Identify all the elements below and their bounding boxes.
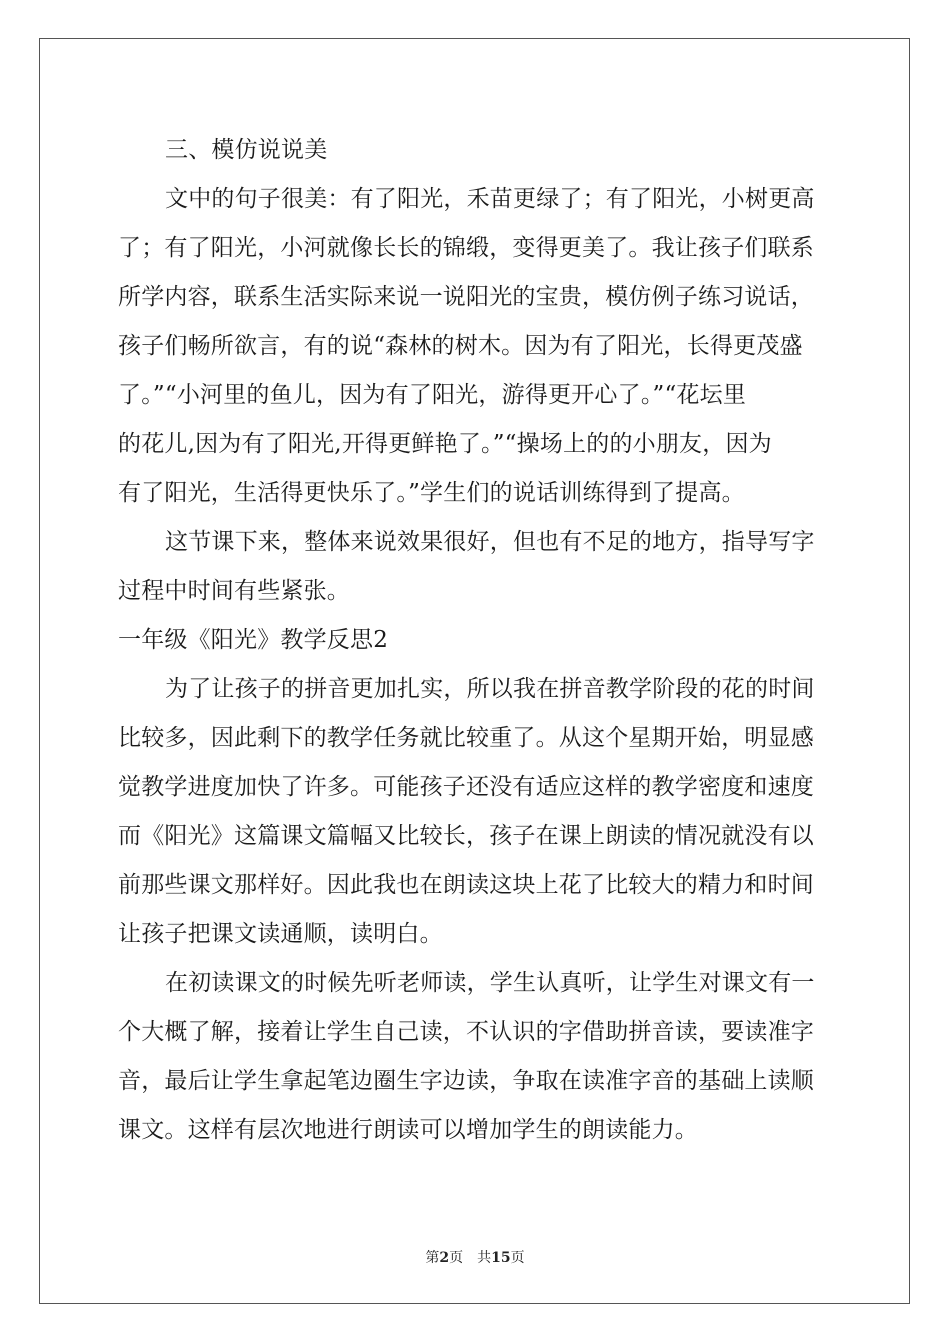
paragraph-line: 了。”“小河里的鱼儿，因为有了阳光，游得更开心了。”“花坛里 — [118, 382, 747, 408]
paragraph-line: 过程中时间有些紧张。 — [118, 578, 350, 604]
paragraph-line: 孩子们畅所欲言，有的说“森林的树木。因为有了阳光，长得更茂盛 — [118, 333, 803, 359]
paragraph-line: 前那些课文那样好。因此我也在朗读这块上花了比较大的精力和时间 — [118, 872, 814, 898]
paragraph-line: 比较多，因此剩下的教学任务就比较重了。从这个星期开始，明显感 — [118, 725, 814, 751]
total-prefix: 共 — [477, 1250, 492, 1266]
total-suffix: 页 — [510, 1250, 525, 1266]
page-number: 2 — [439, 1250, 450, 1266]
page-prefix: 第 — [425, 1250, 440, 1266]
paragraph-line: 个大概了解，接着让学生自己读，不认识的字借助拼音读，要读准字 — [118, 1019, 814, 1045]
paragraph-line: 而《阳光》这篇课文篇幅又比较长，孩子在课上朗读的情况就没有以 — [118, 823, 814, 849]
paragraph-line: 音，最后让学生拿起笔边圈生字边读，争取在读准字音的基础上读顺 — [118, 1068, 814, 1094]
paragraph-line: 的花儿,因为有了阳光,开得更鲜艳了。”“操场上的的小朋友，因为 — [118, 431, 772, 457]
paragraph-line: 有了阳光，生活得更快乐了。”学生们的说话训练得到了提高。 — [118, 480, 745, 506]
page-footer — [0, 1247, 950, 1267]
section-heading: 三、模仿说说美 — [165, 137, 328, 163]
paragraph-line: 觉教学进度加快了许多。可能孩子还没有适应这样的教学密度和速度 — [118, 774, 814, 800]
paragraph-line: 课文。这样有层次地进行朗读可以增加学生的朗读能力。 — [118, 1117, 698, 1143]
paragraph-line: 让孩子把课文读通顺，读明白。 — [118, 921, 443, 947]
paragraph-line: 所学内容，联系生活实际来说一说阳光的宝贵，模仿例子练习说话， — [118, 284, 814, 310]
document-body — [118, 126, 832, 1155]
paragraph-line: 这节课下来，整体来说效果很好，但也有不足的地方，指导写字 — [165, 529, 815, 555]
paragraph-line: 在初读课文的时候先听老师读，学生认真听，让学生对课文有一 — [165, 970, 815, 996]
article-title: 一年级《阳光》教学反思2 — [118, 627, 389, 653]
paragraph-line: 为了让孩子的拼音更加扎实，所以我在拼音教学阶段的花的时间 — [165, 676, 815, 702]
page-suffix: 页 — [449, 1250, 464, 1266]
total-pages: 15 — [491, 1250, 511, 1266]
paragraph-line: 了；有了阳光，小河就像长长的锦缎，变得更美了。我让孩子们联系 — [118, 235, 814, 261]
paragraph-line: 文中的句子很美：有了阳光，禾苗更绿了；有了阳光，小树更高 — [165, 186, 815, 212]
